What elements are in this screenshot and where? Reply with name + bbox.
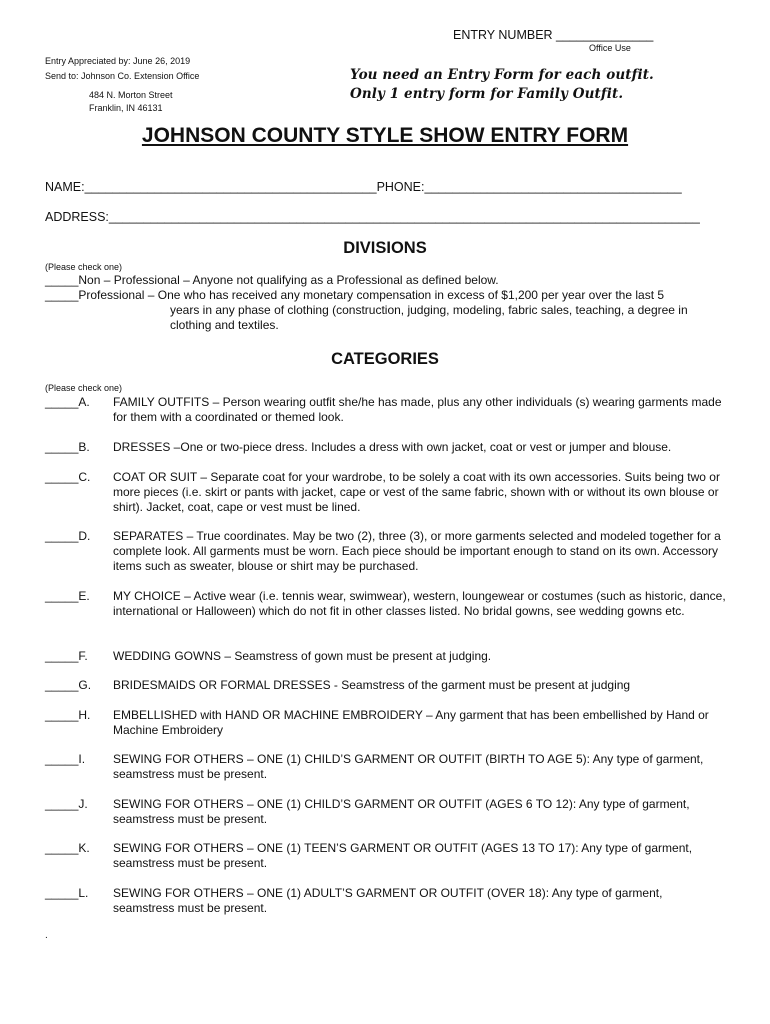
category-description-h: EMBELLISHED with HAND OR MACHINE EMBROIDERY – Any garment that has been embellished by Hand or Machine Embroidery [113,708,709,737]
category-description-f: WEDDING GOWNS – Seamstress of gown must be present at judging. [113,649,492,663]
category-checkbox-j[interactable]: _____J. [45,797,88,811]
category-description-a: FAMILY OUTFITS – Person wearing outfit she/he has made, plus any other individuals (s) wearing garments made for them with a coordinated or themed look. [113,395,722,424]
division-non-professional[interactable]: _____Non – Professional – Anyone not qualifying as a Professional as defined below. [45,273,499,287]
category-description-b: DRESSES –One or two-piece dress. Includes a dress with own jacket, coat or vest or jumper and blouse. [113,440,672,454]
category-checkbox-b[interactable]: _____B. [45,440,90,454]
category-checkbox-h[interactable]: _____H. [45,708,91,722]
name-phone-field[interactable]: NAME:__________________________________________PHONE:_____________________________________ [45,180,682,194]
send-to-label: Send to: Johnson Co. Extension Office [45,71,200,81]
category-description-l: SEWING FOR OTHERS – ONE (1) ADULT’S GARMENT OR OUTFIT (OVER 18): Any type of garment, seamstress must be present. [113,886,663,915]
address-field[interactable]: ADDRESS:_____________________________________________________________________________________ [45,210,700,224]
divisions-note: (Please check one) [45,262,123,272]
category-description-c: COAT OR SUIT – Separate coat for your wardrobe, to be solely a coat with its own accessories. Suits being two or more pieces (i.e. skirt or pants with jacket, cape or vest of the same fabric, shown with or without its own blouse or shirt). Jacket, coat, cape or vest must be lined. [113,470,720,514]
entry-appreciated-by: Entry Appreciated by: June 26, 2019 [45,56,191,66]
category-checkbox-a[interactable]: _____A. [45,395,90,409]
office-use-label: Office Use [589,43,631,53]
category-checkbox-k[interactable]: _____K. [45,841,90,855]
trailing-period: . [45,930,48,941]
category-checkbox-e[interactable]: _____E. [45,589,90,603]
entry-number-line[interactable]: ENTRY NUMBER ______________ [453,28,654,42]
category-description-j: SEWING FOR OTHERS – ONE (1) CHILD’S GARMENT OR OUTFIT (AGES 6 TO 12): Any type of garment, seamstress must be present. [113,797,690,826]
notice-entry-per-outfit: You need an Entry Form for each outfit. [350,67,654,83]
category-description-k: SEWING FOR OTHERS – ONE (1) TEEN’S GARMENT OR OUTFIT (AGES 13 TO 17): Any type of garment, seamstress must be present. [113,841,693,870]
division-professional[interactable]: _____Professional – One who has received any monetary compensation in excess of $1,200 per year over the last 5 [45,288,665,302]
category-checkbox-c[interactable]: _____C. [45,470,91,484]
category-description-g: BRIDESMAIDS OR FORMAL DRESSES - Seamstress of the garment must be present at judging [113,678,631,692]
page-title: JOHNSON COUNTY STYLE SHOW ENTRY FORM [141,124,629,147]
categories-note: (Please check one) [45,383,123,393]
category-checkbox-l[interactable]: _____L. [45,886,89,900]
category-checkbox-i[interactable]: _____I. [45,752,86,766]
category-checkbox-d[interactable]: _____D. [45,529,91,543]
category-description-d: SEPARATES – True coordinates. May be two (2), three (3), or more garments selected and modeled together for a complete look. All garments must be worn. Each piece should be important enough to stand on its own. Accessory items such as sweater, blouse or shirt may be purchased. [113,529,721,573]
office-street-address: 484 N. Morton Street [89,90,173,100]
notice-family-outfit: Only 1 entry form for Family Outfit. [350,86,624,102]
divisions-heading: DIVISIONS [343,239,427,257]
category-checkbox-f[interactable]: _____F. [45,649,88,663]
category-description-e: MY CHOICE – Active wear (i.e. tennis wear, swimwear), western, loungewear or costumes (such as historic, dance, international or Halloween) which do not fit in other classes listed. No bridal gowns, see wedding gowns etc. [113,589,726,618]
division-professional-continued: years in any phase of clothing (construction, judging, modeling, fabric sales, teaching, a degree in clothing and textiles. [170,303,688,332]
category-checkbox-g[interactable]: _____G. [45,678,92,692]
categories-heading: CATEGORIES [331,350,439,368]
category-description-i: SEWING FOR OTHERS – ONE (1) CHILD’S GARMENT OR OUTFIT (BIRTH TO AGE 5): Any type of garment, seamstress must be present. [113,752,704,781]
office-city-address: Franklin, IN 46131 [89,103,163,113]
